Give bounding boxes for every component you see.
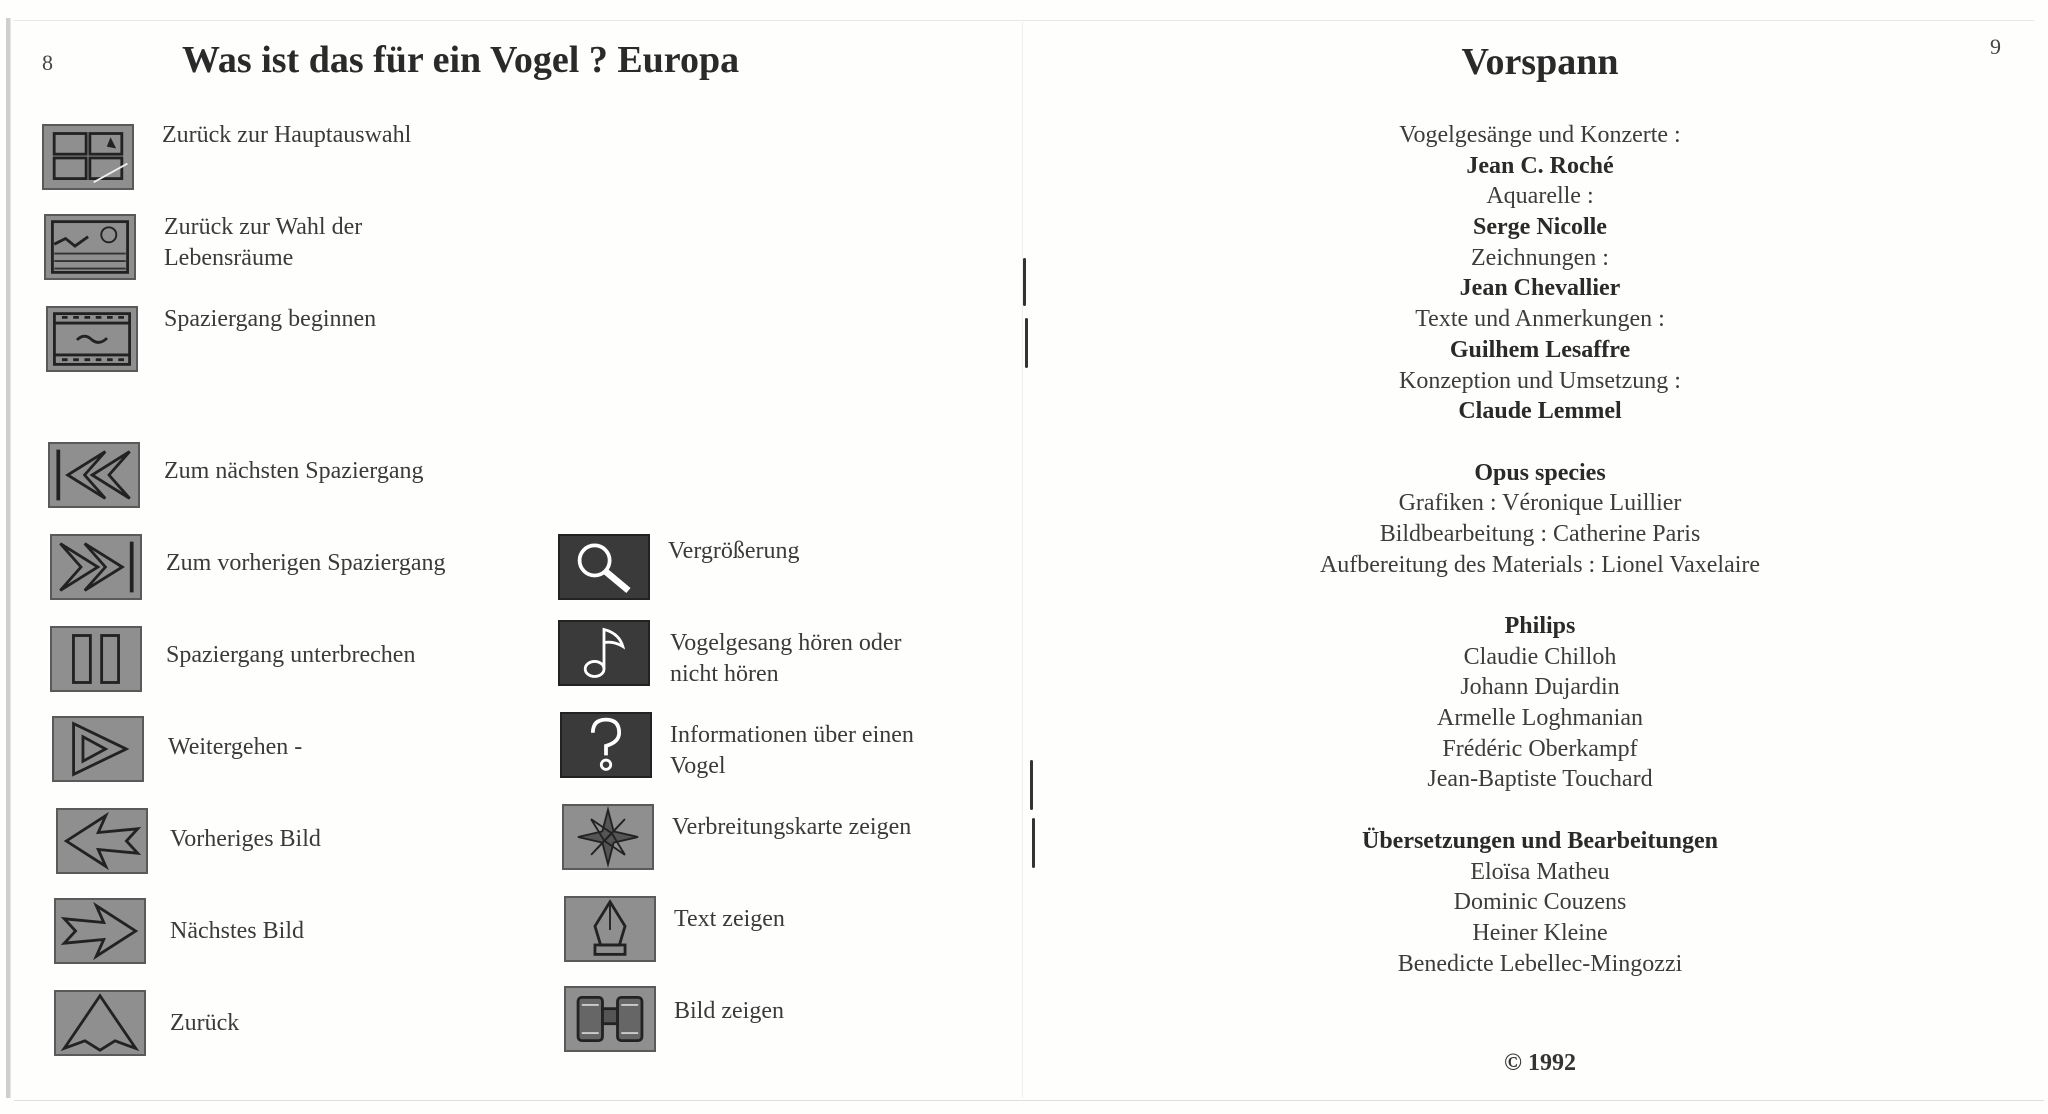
page-title-left: Was ist das für ein Vogel ? Europa [182, 39, 740, 81]
label-line: Zurück zur Wahl der [164, 214, 363, 240]
credit-heading: Philips [1504, 613, 1576, 639]
credit-line: Armelle Loghmanian [1437, 705, 1643, 732]
label-line: Vogelgesang hören oder [670, 630, 902, 656]
credit-line: Grafiken : Véronique Luillier [1398, 490, 1682, 517]
binding-stitch [1023, 258, 1026, 306]
credit-line: Claude Lemmel [1458, 398, 1622, 425]
credits-list [1240, 120, 1840, 979]
credit-line: Dominic Couzens [1453, 889, 1627, 916]
page-bottom-edge [14, 1100, 2044, 1101]
label-next-image: Nächstes Bild [170, 918, 304, 944]
label-line: Informationen über einen [670, 722, 914, 748]
label-next-walk: Zum nächsten Spaziergang [164, 458, 424, 484]
label-line: Vogel [670, 753, 726, 779]
credit-line: Bildbearbeitung : Catherine Paris [1379, 520, 1701, 547]
credit-heading: Opus species [1474, 459, 1606, 486]
page-number-left: 8 [42, 50, 53, 75]
credit-line: Konzeption und Umsetzung : [1399, 367, 1681, 394]
credit-line: Frédéric Oberkampf [1442, 735, 1638, 762]
credit-line: Texte und Anmerkungen : [1415, 306, 1665, 333]
credit-line: Guilhem Lesaffre [1449, 336, 1631, 363]
credit-line: Vogelgesänge und Konzerte : [1399, 122, 1681, 148]
label-main-menu: Zurück zur Hauptauswahl [162, 122, 412, 148]
credit-line: Benedicte Lebellec-Mingozzi [1397, 950, 1683, 977]
label-habitat-selection [164, 212, 362, 274]
label-bird-info [670, 720, 914, 782]
play-icon [52, 716, 144, 782]
arrow-up-icon [54, 990, 146, 1056]
arrow-right-icon [54, 898, 146, 964]
label-bird-song [670, 628, 902, 690]
double-arrow-right-icon [50, 534, 142, 600]
credit-gap [1240, 427, 1840, 458]
binding-stitch [1030, 760, 1033, 810]
magnifier-icon [558, 534, 650, 600]
compass-rose-icon [562, 804, 654, 870]
page-title-right: Vorspann [1461, 41, 1619, 83]
label-line: Lebensräume [164, 245, 294, 271]
music-note-icon [558, 620, 650, 686]
page-top-edge [14, 20, 2034, 21]
question-mark-icon [560, 712, 652, 778]
pen-nib-icon [564, 896, 656, 962]
label-distribution-map: Verbreitungskarte zeigen [672, 814, 912, 840]
arrow-left-icon [56, 808, 148, 874]
credit-line: Claudie Chilloh [1463, 643, 1617, 670]
film-strip-icon [46, 306, 138, 372]
binding-stitch [1025, 318, 1028, 368]
label-show-image: Bild zeigen [674, 998, 784, 1024]
label-continue: Weitergehen - [168, 734, 303, 760]
double-arrow-left-icon [48, 442, 140, 508]
credit-line: Heiner Kleine [1472, 919, 1608, 946]
label-previous-image: Vorheriges Bild [170, 826, 321, 852]
label-line: nicht hören [670, 661, 779, 687]
label-film-strip: Spaziergang beginnen [164, 306, 377, 332]
label-show-text: Text zeigen [674, 906, 785, 932]
label-previous-walk: Zum vorherigen Spaziergang [166, 550, 446, 576]
main-menu-icon [42, 124, 134, 190]
binding-stitch [1032, 818, 1035, 868]
credit-line: Jean Chevallier [1459, 275, 1621, 302]
credit-line: Eloïsa Matheu [1470, 858, 1610, 885]
credit-line: Jean C. Roché [1466, 152, 1614, 179]
label-zoom: Vergrößerung [668, 538, 800, 564]
credit-heading: Übersetzungen und Bearbeitungen [1361, 827, 1719, 854]
credit-line: Aufbereitung des Materials : Lionel Vaxelaire [1319, 551, 1761, 578]
credit-line: Aquarelle : [1486, 183, 1594, 210]
habitat-selection-icon [44, 214, 136, 280]
credit-line: Jean-Baptiste Touchard [1427, 766, 1653, 793]
credit-line: Serge Nicolle [1473, 214, 1607, 241]
copyright: © 1992 [1504, 1050, 1576, 1076]
credit-gap [1240, 580, 1840, 611]
credit-gap [1240, 795, 1840, 826]
page-edge [6, 18, 11, 1098]
label-back: Zurück [170, 1010, 240, 1036]
pause-icon [50, 626, 142, 692]
binoculars-icon [564, 986, 656, 1052]
binding-gutter [1022, 22, 1023, 1098]
credit-line: Johann Dujardin [1460, 674, 1620, 701]
page-number-right: 9 [1990, 34, 2001, 59]
label-pause: Spaziergang unterbrechen [166, 642, 416, 668]
credit-line: Zeichnungen : [1471, 244, 1609, 271]
